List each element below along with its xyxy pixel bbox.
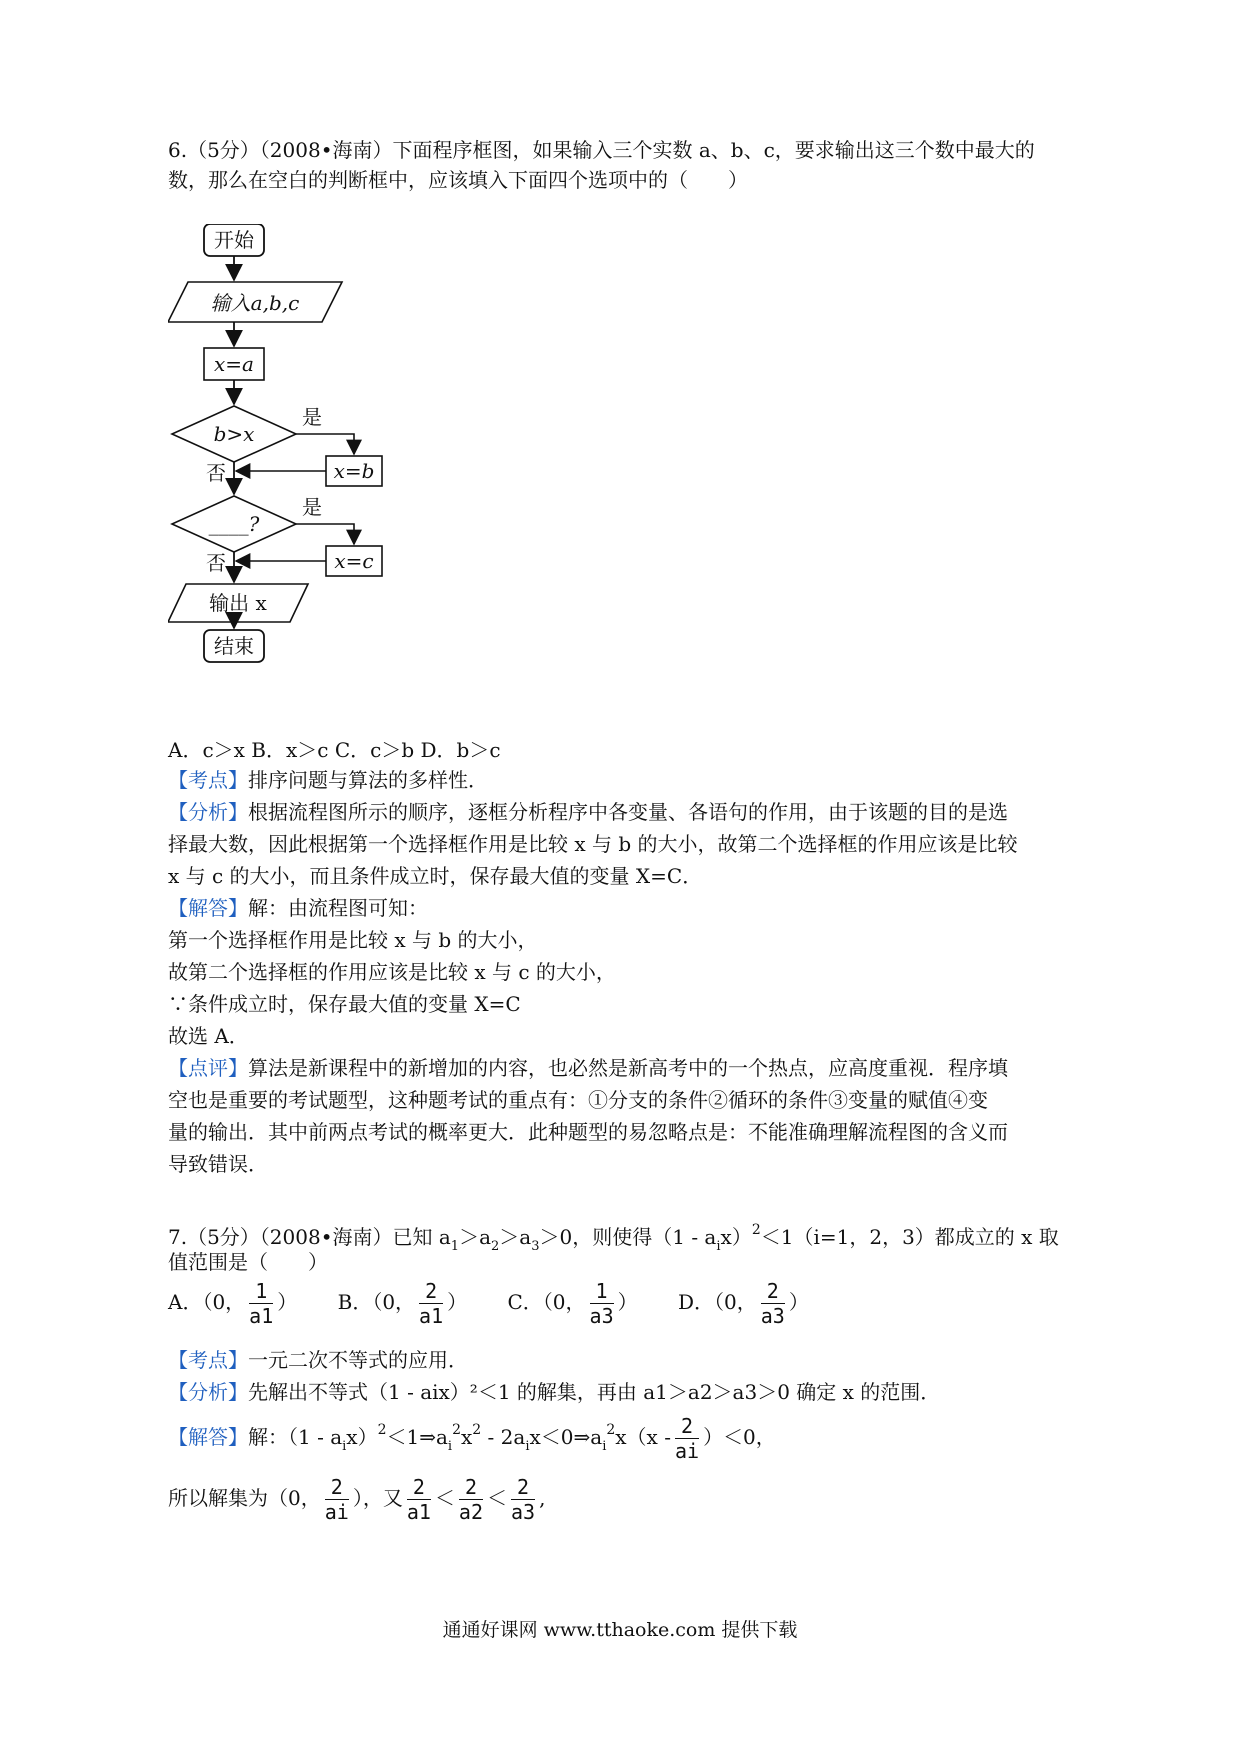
q6-jieda-2: 故第二个选择框的作用应该是比较 x 与 c 的大小， [168, 960, 616, 984]
q7-sup: 2 [377, 1422, 387, 1438]
q7-jieda-part: - 2a [481, 1425, 526, 1449]
q7-stem-part: 7.（5分）（2008•海南）已知 a [168, 1225, 451, 1249]
q7-option-a [168, 1276, 297, 1328]
q7-sub: 2 [491, 1239, 500, 1254]
tag-jieda: 【解答】 [168, 896, 248, 920]
q6-stem-line2: 数，那么在空白的判断框中，应该填入下面四个选项中的（ ） [168, 168, 748, 192]
q7-jieda-part: x [461, 1425, 473, 1449]
flow-start-label: 开始 [214, 228, 254, 252]
q7-jieda [168, 1404, 776, 1473]
q6-dianping-2: 空也是重要的考试题型，这种题考试的重点有：①分支的条件②循环的条件③变量的赋值④变 [168, 1088, 988, 1112]
q7-solution [168, 1472, 545, 1524]
q7-opt-label: A．（0， [168, 1290, 246, 1314]
flow-no2-label: 否 [206, 551, 226, 575]
tag-fenxi: 【分析】 [168, 800, 248, 824]
q7-comma: , [539, 1486, 546, 1510]
q7-opt-label: C．（0， [507, 1290, 586, 1314]
q7-fenxi-text: 先解出不等式（1 - aix）²＜1 的解集，再由 a1＞a2＞a3＞0 确定 x 的范围． [248, 1380, 941, 1404]
q7-stem-line2: 值范围是（ ） [168, 1250, 328, 1274]
q7-stem-part: ＜1（i=1，2，3）都成立的 x 取 [760, 1225, 1059, 1249]
q7-sup: 2 [472, 1422, 482, 1438]
tag-fenxi: 【分析】 [168, 1380, 248, 1404]
q7-sub: 1 [450, 1239, 460, 1254]
tag-kaodian: 【考点】 [168, 768, 248, 792]
q7-sub: i [716, 1239, 721, 1254]
q6-dianping-1 [168, 1054, 1008, 1082]
q7-kaodian-text: 一元二次不等式的应用． [248, 1348, 468, 1372]
q6-jieda-3: ∵条件成立时，保存最大值的变量 X=C [168, 992, 521, 1016]
q7-option-c [508, 1276, 638, 1328]
q6-options: A．c＞x B．x＞c C．c＞b D．b＞c [168, 738, 501, 762]
q7-opt-label: D．（0， [677, 1290, 757, 1314]
flow-cond1-label: b>x [213, 422, 255, 446]
q7-sub: i [447, 1439, 453, 1454]
frac-den: ai [324, 1500, 349, 1524]
fraction [325, 1475, 349, 1524]
q7-option-d [678, 1276, 809, 1328]
frac-num: 2 [675, 1414, 699, 1439]
q7-stem-part: ＞a [499, 1225, 532, 1249]
q6-stem-line1: 6.（5分）（2008•海南）下面程序框图，如果输入三个实数 a、b、c，要求输出这三个数中最大的 [168, 138, 1035, 162]
frac-num: 1 [249, 1279, 273, 1304]
q6-fenxi-text-1: 根据流程图所示的顺序，逐框分析程序中各变量、各语句的作用，由于该题的目的是选 [248, 800, 1008, 824]
frac-num: 1 [590, 1279, 614, 1304]
flow-no1-label: 否 [206, 461, 226, 485]
q7-stem-part: ＞0，则使得（1 - a [539, 1225, 717, 1249]
flow-input-label: 输入a,b,c [210, 291, 300, 315]
q7-sol-part: 所以解集为（0， [168, 1486, 321, 1510]
tag-kaodian: 【考点】 [168, 1348, 248, 1372]
flow-output-label: 输出 x [209, 591, 267, 615]
frac-num: 2 [419, 1279, 443, 1304]
q6-dianping-3: 量的输出．其中前两点考试的概率更大．此种题型的易忽略点是：不能准确理解流程图的含义而 [168, 1120, 1008, 1144]
q7-lt: ＜ [487, 1486, 508, 1510]
fraction [590, 1279, 614, 1328]
q7-stem-part: ＞a [459, 1225, 492, 1249]
tag-jieda: 【解答】 [168, 1425, 248, 1449]
q7-sol-part: ），又 [352, 1486, 403, 1510]
tag-dianping: 【点评】 [168, 1056, 248, 1080]
fraction [459, 1475, 483, 1524]
q7-close: ） [617, 1290, 638, 1314]
flow-assign-c-label: x=c [334, 549, 374, 573]
q6-fenxi-1 [168, 798, 1008, 826]
q7-sub: i [342, 1439, 347, 1454]
q7-sup: 2 [452, 1422, 461, 1438]
fraction [511, 1475, 535, 1524]
frac-den: a1 [419, 1304, 444, 1328]
flow-assign-a-label: x=a [214, 352, 254, 376]
fraction [249, 1279, 273, 1328]
q7-opt-label: B．（0， [337, 1290, 416, 1314]
fraction [407, 1475, 431, 1524]
frac-num: 2 [407, 1475, 431, 1500]
q6-kaodian-text: 排序问题与算法的多样性． [248, 768, 488, 792]
frac-num: 2 [325, 1475, 349, 1500]
q7-sub: 3 [531, 1239, 540, 1254]
flow-yes2-label: 是 [302, 495, 322, 519]
q7-sub: i [525, 1439, 530, 1454]
q7-sup: 2 [751, 1222, 761, 1238]
fraction [675, 1414, 699, 1463]
q7-sub: i [602, 1439, 607, 1454]
q7-jieda-part: ）＜0， [703, 1425, 776, 1449]
frac-den: a2 [458, 1500, 484, 1524]
flow-cond2-label: ____? [208, 512, 260, 536]
frac-den: a1 [249, 1304, 274, 1328]
q6-flowchart [168, 224, 428, 664]
frac-den: ai [674, 1439, 700, 1463]
q7-jieda-part: ＜1⇒a [386, 1425, 448, 1449]
q6-fenxi-3: x 与 c 的大小，而且条件成立时，保存最大值的变量 X=C． [168, 864, 703, 888]
q7-jieda-part: x） [346, 1425, 378, 1449]
frac-num: 2 [511, 1475, 535, 1500]
flow-yes1-label: 是 [302, 405, 322, 429]
q7-jieda-part: x＜0⇒a [529, 1425, 603, 1449]
q7-lt: ＜ [434, 1486, 455, 1510]
q6-jieda-1: 第一个选择框作用是比较 x 与 b 的大小， [168, 928, 538, 952]
frac-num: 2 [459, 1475, 483, 1500]
q7-jieda-part: x（x - [615, 1425, 671, 1449]
page-footer: 通通好课网 www.tthaoke.com 提供下载 [442, 1619, 798, 1641]
q7-close: ） [788, 1290, 809, 1314]
frac-den: a1 [406, 1500, 431, 1524]
frac-den: a3 [511, 1500, 536, 1524]
q7-kaodian [168, 1346, 468, 1374]
q6-kaodian [168, 766, 488, 794]
q7-stem-part: x） [720, 1225, 752, 1249]
q6-jieda-0 [168, 894, 428, 922]
frac-den: a3 [760, 1304, 785, 1328]
frac-num: 2 [761, 1279, 785, 1304]
fraction [761, 1279, 785, 1328]
fraction [419, 1279, 443, 1328]
q6-jieda-4: 故选 A． [168, 1024, 249, 1048]
q6-fenxi-2: 择最大数，因此根据第一个选择框作用是比较 x 与 b 的大小，故第二个选择框的作用应该是比较 [168, 832, 1018, 856]
q7-option-b [338, 1276, 468, 1328]
q7-jieda-part: 解：（1 - a [248, 1425, 343, 1449]
q7-options [168, 1276, 843, 1328]
q6-jieda-text-0: 解：由流程图可知： [248, 896, 428, 920]
q6-dianping-4: 导致错误． [168, 1152, 268, 1176]
q7-close: ） [447, 1290, 468, 1314]
q7-sup: 2 [606, 1422, 616, 1438]
flow-assign-b-label: x=b [333, 459, 375, 483]
frac-den: a3 [589, 1304, 614, 1328]
q7-close: ） [277, 1290, 298, 1314]
q6-dianping-text-1: 算法是新课程中的新增加的内容，也必然是新高考中的一个热点，应高度重视．程序填 [248, 1056, 1008, 1080]
flow-end-label: 结束 [214, 634, 254, 658]
q7-fenxi [168, 1378, 940, 1406]
